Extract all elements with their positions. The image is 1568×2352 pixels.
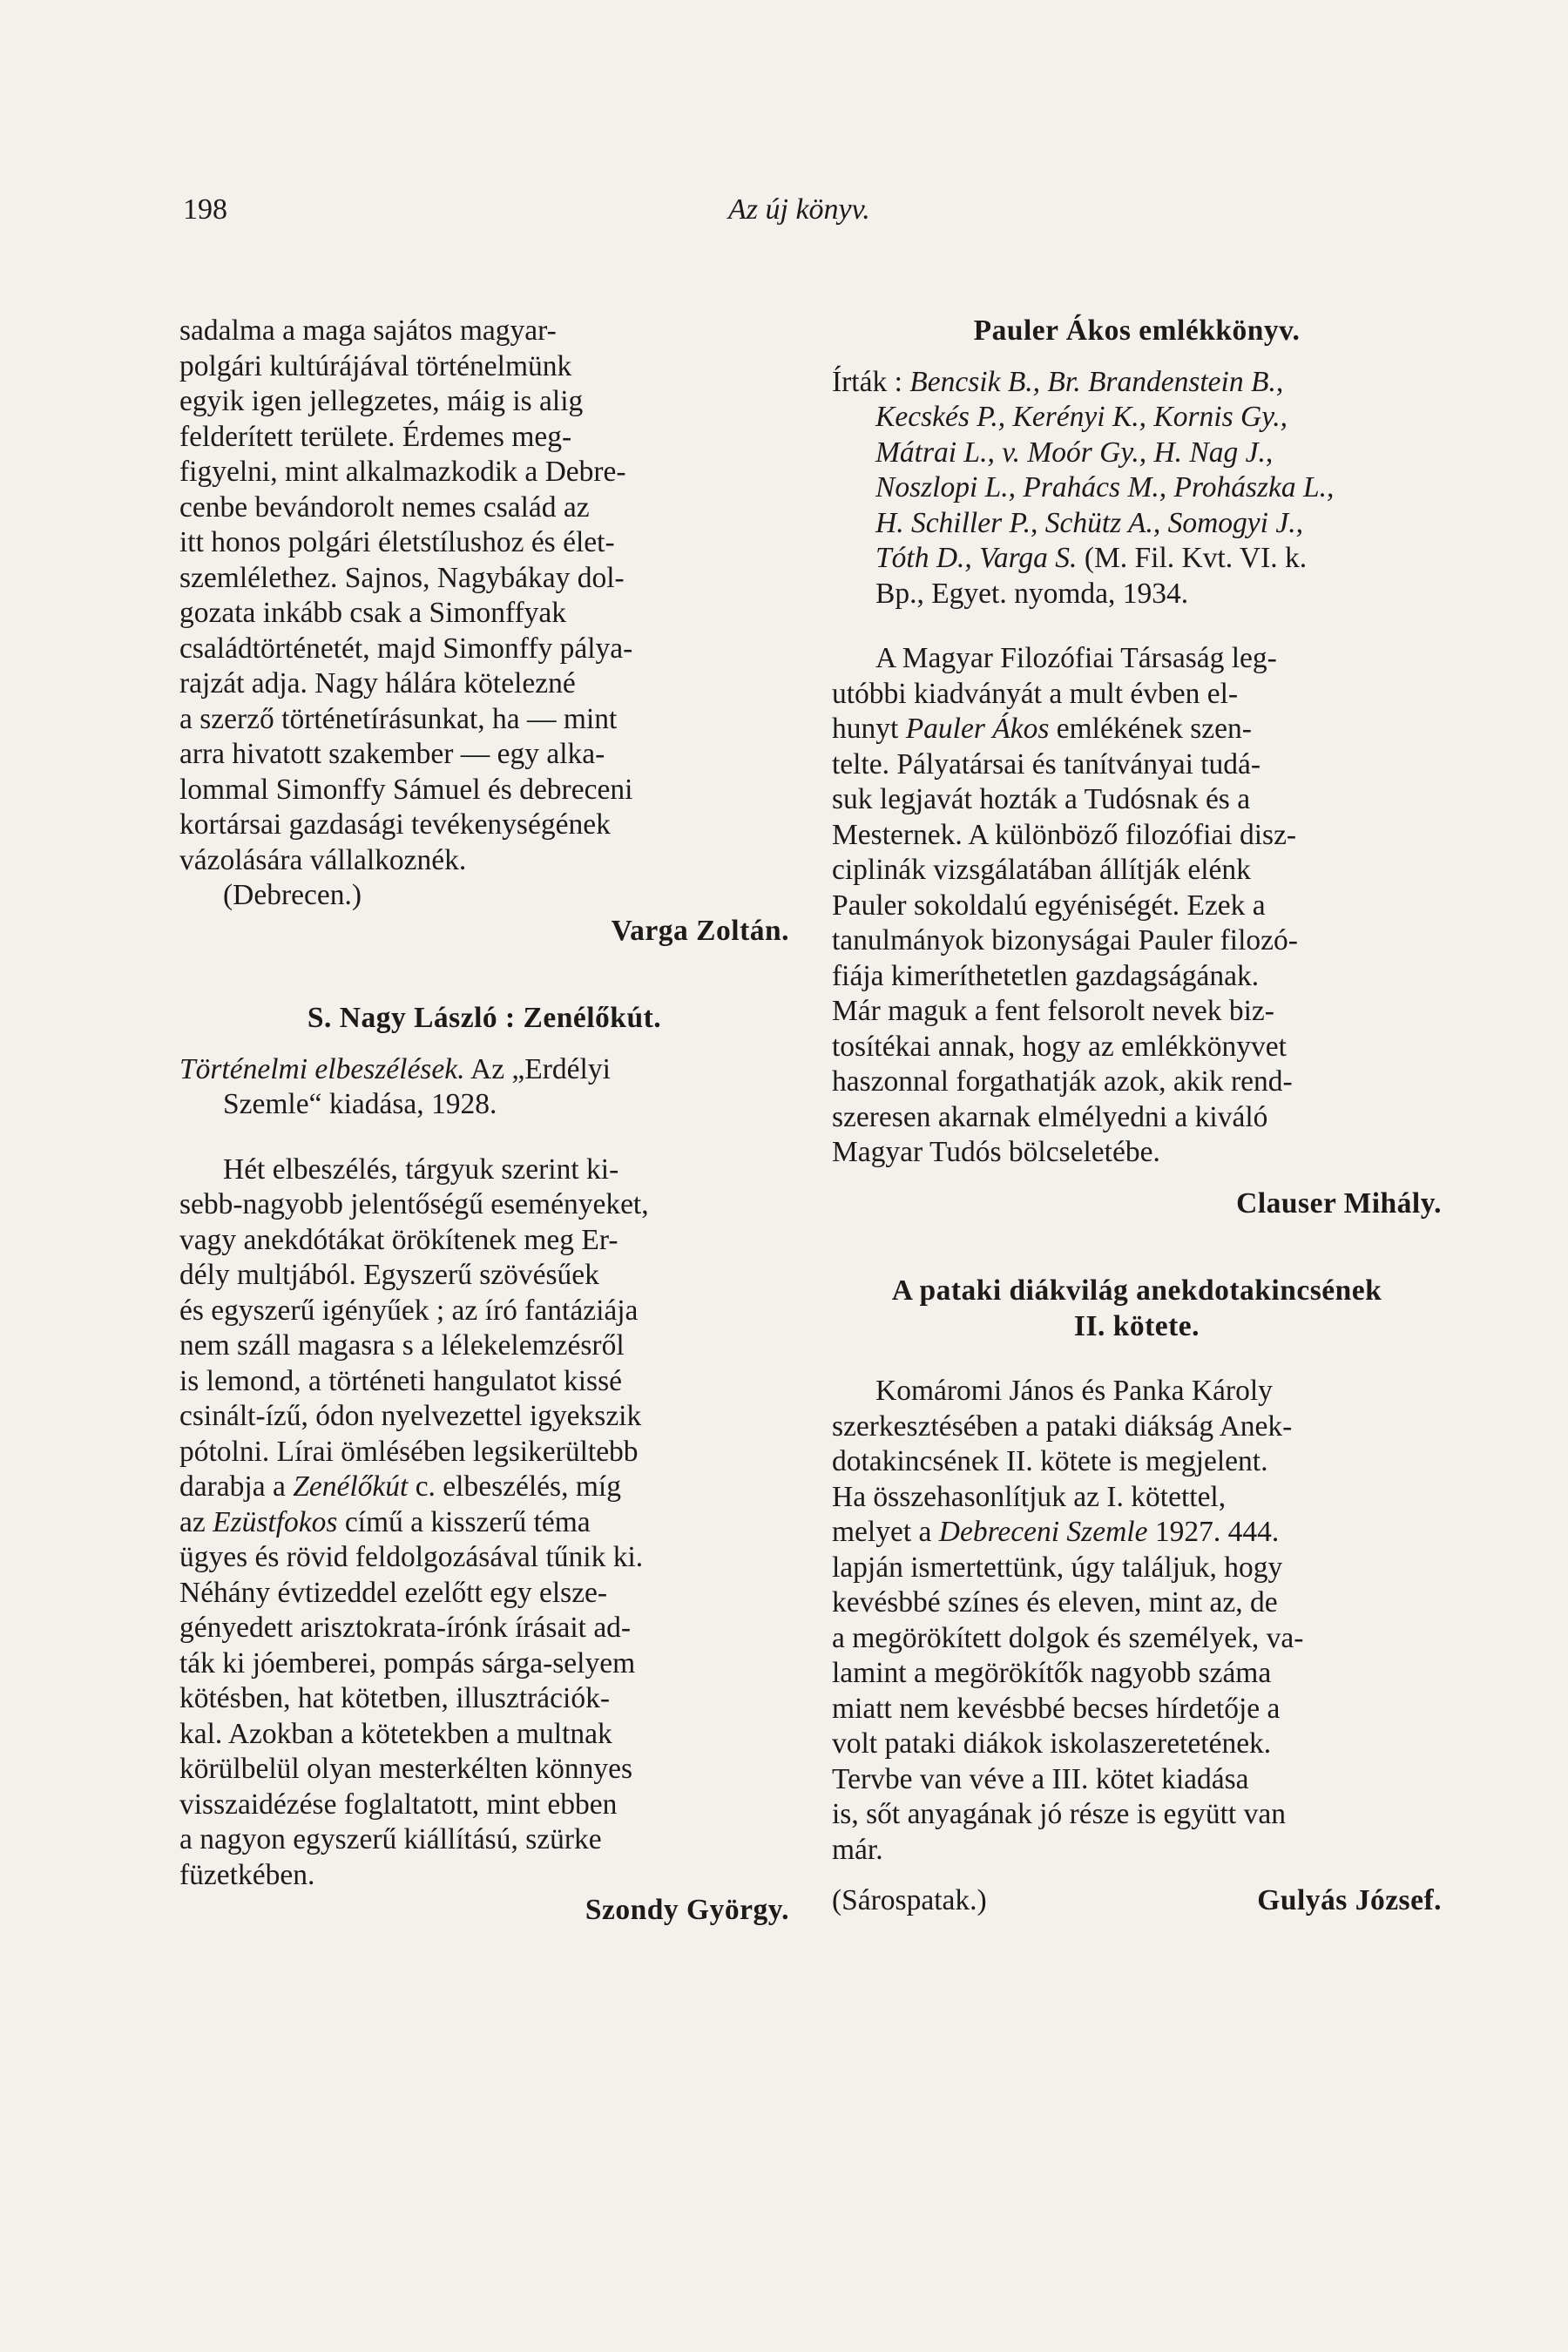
italic-title: Ezüstfokos	[213, 1505, 338, 1538]
left-column	[179, 314, 789, 1929]
place-and-signature	[832, 1883, 1442, 1919]
text-line: egyik igen jellegzetes, máig is alig	[179, 385, 584, 417]
text-line: felderített területe. Érdemes meg-	[179, 420, 572, 453]
text-line: A Magyar Filozófiai Társaság leg-	[875, 642, 1277, 674]
text-line: vázolására vállalkoznék.	[179, 843, 467, 876]
bibliographic-line: Írták : Bencsik B., Br. Brandenstein B.,	[832, 365, 1284, 398]
text-line: melyet a Debreceni Szemle 1927. 444.	[832, 1516, 1280, 1548]
text-line: haszonnal forgathatják azok, akik rend-	[832, 1065, 1293, 1098]
review-zenelokut	[179, 1001, 789, 1929]
text-line: tosítékai annak, hogy az emlékkönyvet	[832, 1030, 1287, 1063]
text-line: Már maguk a fent felsorolt nevek biz-	[832, 995, 1274, 1027]
reviewer-signature: Clauser Mihály.	[1236, 1186, 1442, 1220]
text-line: dély multjából. Egyszerű szövésűek	[179, 1259, 599, 1291]
subtitle: Történelmi elbeszélések.	[179, 1052, 465, 1085]
page-number: 198	[183, 193, 227, 226]
text-line: szeresen akarnak elmélyedni a kiváló	[832, 1100, 1268, 1133]
text-line: darabja a Zenélőkút c. elbeszélés, míg	[179, 1470, 621, 1503]
text-line: lapján ismertettünk, úgy találjuk, hogy	[832, 1551, 1283, 1584]
place-note: (Debrecen.)	[223, 879, 362, 911]
text-line: miatt nem kevésbbé becses hírdetője a	[832, 1692, 1281, 1725]
text-line: szemlélethez. Sajnos, Nagybákay dol-	[179, 561, 625, 594]
bibliographic-line: Történelmi elbeszélések. Az „Erdélyi	[179, 1052, 611, 1085]
text-line: arra hivatott szakember — egy alka-	[179, 738, 605, 770]
text-line: tanulmányok bizonyságai Pauler filozó-	[832, 924, 1298, 956]
text-line: a megörökített dolgok és személyek, va-	[832, 1621, 1304, 1654]
right-column	[832, 314, 1442, 1919]
review-title: S. Nagy László : Zenélőkút.	[307, 1002, 662, 1034]
text-line: a szerző történetírásunkat, ha — mint	[179, 702, 618, 735]
text-line: csinált-ízű, ódon nyelvezettel igyekszik	[179, 1400, 642, 1432]
text-line: sebb-nagyobb jelentőségű eseményeket,	[179, 1188, 649, 1220]
text-line: is, sőt anyagának jó része is együtt van	[832, 1798, 1286, 1830]
continued-review-text	[179, 314, 789, 949]
text-line: ügyes és rövid feldolgozásával tűnik ki.	[179, 1541, 644, 1573]
text-line: az Ezüstfokos című a kisszerű téma	[179, 1505, 591, 1538]
review-title: A pataki diákvilág anekdotakincsének	[891, 1274, 1382, 1307]
bibliographic-line: Tóth D., Varga S. (M. Fil. Kvt. VI. k.	[875, 542, 1308, 574]
text-line: kevésbbé színes és eleven, mint az, de	[832, 1586, 1278, 1619]
review-pauler	[832, 314, 1442, 1221]
text-line: volt pataki diákok iskolaszeretetének.	[832, 1727, 1272, 1760]
reviewer-signature: Gulyás József.	[1257, 1884, 1442, 1916]
text-line: ták ki jóemberei, pompás sárga-selyem	[179, 1646, 636, 1680]
text-line: figyelni, mint alkalmazkodik a Debre-	[179, 456, 626, 488]
text-line: vagy anekdótákat örökítenek meg Er-	[179, 1223, 618, 1256]
text-line: már.	[832, 1833, 883, 1866]
bibliographic-line: H. Schiller P., Schütz A., Somogyi J.,	[875, 506, 1303, 539]
text-line: itt honos polgári életstílushoz és élet-	[179, 526, 615, 558]
text-line: fiája kimeríthetetlen gazdagságának.	[832, 959, 1260, 992]
text-line: nem száll magasra s a lélekelemzésről	[179, 1329, 625, 1362]
text-line: utóbbi kiadványát a mult évben el-	[832, 677, 1239, 710]
review-pataki	[832, 1274, 1442, 1919]
text-line: Mesternek. A különböző filozófiai disz-	[832, 818, 1297, 851]
text-line: dotakincsének II. kötete is megjelent.	[832, 1445, 1268, 1477]
text-line: Néhány évtizeddel ezelőtt egy elsze-	[179, 1576, 608, 1609]
text-line: visszaidézése foglaltatott, mint ebben	[179, 1788, 618, 1821]
running-head	[183, 193, 1437, 228]
bibliographic-line: Noszlopi L., Prahács M., Prohászka L.,	[875, 471, 1335, 504]
text-line: rajzát adja. Nagy hálára kötelezné	[179, 667, 576, 700]
text-line: kortársai gazdasági tevékenységének	[179, 808, 611, 841]
text-line: a nagyon egyszerű kiállítású, szürke	[179, 1823, 602, 1855]
text-line: Hét elbeszélés, tárgyuk szerint ki-	[223, 1152, 619, 1186]
text-line: Komáromi János és Panka Károly	[875, 1375, 1273, 1407]
text-line: suk legjavát hozták a Tudósnak és a	[832, 783, 1251, 815]
italic-title: Debreceni Szemle	[938, 1516, 1148, 1548]
text-line: szerkesztésében a pataki diákság Anek-	[832, 1409, 1293, 1443]
bibliographic-line: Szemle“ kiadása, 1928.	[223, 1088, 497, 1120]
text-line: Magyar Tudós bölcseletébe.	[832, 1136, 1160, 1168]
text-line: gozata inkább csak a Simonffyak	[179, 597, 567, 629]
review-title: Pauler Ákos emlékkönyv.	[973, 314, 1301, 347]
italic-name: Pauler Ákos	[905, 713, 1050, 745]
text-line: kal. Azokban a kötetekben a multnak	[179, 1717, 612, 1750]
reviewer-signature: Varga Zoltán.	[611, 914, 789, 947]
text-line: Ha összehasonlítjuk az I. kötettel,	[832, 1480, 1227, 1513]
text-line: sadalma a maga sajátos magyar-	[179, 314, 557, 347]
text-line: kötésben, hat kötetben, illusztrációk-	[179, 1682, 610, 1714]
journal-title: Az új könyv.	[728, 193, 870, 226]
text-line: pótolni. Lírai ömlésében legsikerültebb	[179, 1435, 639, 1468]
review-title: II. kötete.	[1073, 1309, 1200, 1342]
text-line: lommal Simonffy Sámuel és debreceni	[179, 773, 633, 806]
italic-title: Zenélőkút	[293, 1470, 409, 1503]
text-line: telte. Pályatársai és tanítványai tudá-	[832, 747, 1261, 781]
text-line: családtörténetét, majd Simonffy pálya-	[179, 632, 633, 665]
text-line: Tervbe van véve a III. kötet kiadása	[832, 1762, 1249, 1795]
text-line: cenbe bevándorolt nemes család az	[179, 490, 590, 524]
text-line: Pauler sokoldalú egyéniségét. Ezek a	[832, 889, 1266, 922]
text-line: füzetkében.	[179, 1858, 315, 1891]
text-line: polgári kultúrájával történelmünk	[179, 349, 572, 382]
text-line: körülbelül olyan mesterkélten könnyes	[179, 1753, 633, 1785]
text-line: ciplinák vizsgálatában állítják elénk	[832, 854, 1251, 886]
text-line: lamint a megörökítők nagyobb száma	[832, 1657, 1272, 1689]
bibliographic-line: Mátrai L., v. Moór Gy., H. Nag J.,	[875, 436, 1274, 469]
bibliographic-line: Kecskés P., Kerényi K., Kornis Gy.,	[875, 401, 1288, 433]
text-line: hunyt Pauler Ákos emlékének szen-	[832, 713, 1252, 745]
text-line: gényedett arisztokrata-írónk írásait ad-	[179, 1612, 632, 1644]
text-line: és egyszerű igényűek ; az író fantáziája	[179, 1294, 639, 1327]
text-line: is lemond, a történeti hangulatot kissé	[179, 1364, 622, 1397]
place-note: (Sárospatak.)	[832, 1884, 987, 1916]
bibliographic-line: Bp., Egyet. nyomda, 1934.	[875, 577, 1189, 610]
reviewer-signature: Szondy György.	[585, 1894, 789, 1926]
